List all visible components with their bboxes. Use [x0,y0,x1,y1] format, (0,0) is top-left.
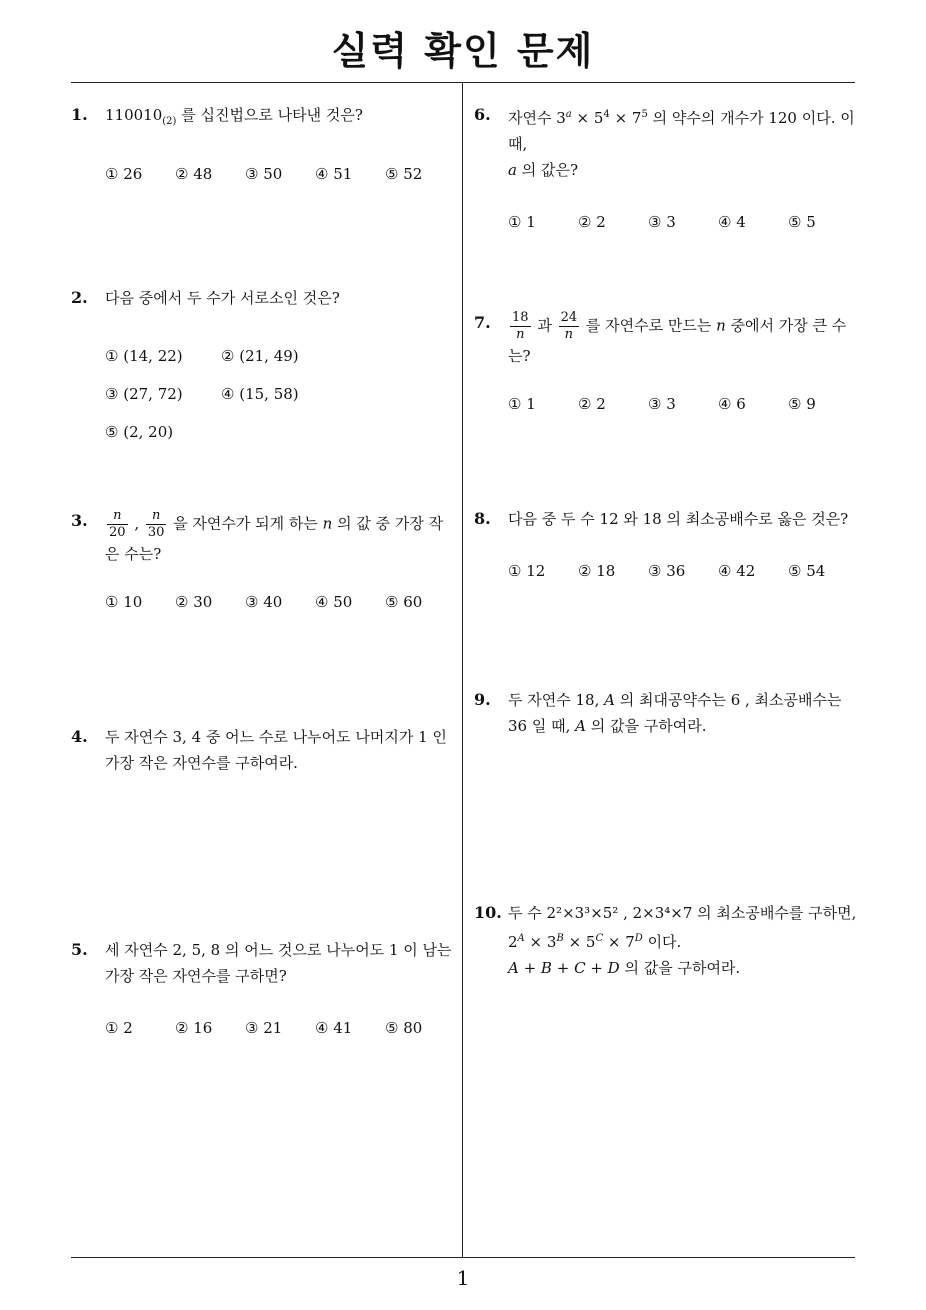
question-4 [71,724,456,776]
choice-1[interactable]: ① (14, 22) [105,347,183,365]
question-stem: 두 수 2²×3³×5² , 2×3⁴×7 의 최소공배수를 구하면, $2^A \times 3^B \times 5^C \times 7^D$ 이다. A + B + C + D 의 값을 구하여라. [508,904,857,977]
choice-2[interactable]: ② 16 [175,1019,213,1037]
top-rule [71,82,855,83]
question-number: 2. [71,288,88,307]
choice-5[interactable]: ⑤ 54 [788,562,826,580]
question-stem: $\frac{n}{20}$ , $\frac{n}{30}$ 을 자연수가 되게 하는 n 의 값 중 가장 작은 수는? [105,508,444,563]
page-number: 1 [456,1266,470,1290]
choice-3[interactable]: ③ 21 [245,1019,283,1037]
answer-choices [105,589,456,615]
page-title: 실력 확인 문제 [331,29,595,73]
column-divider [462,83,463,1257]
question-stem: 두 자연수 3, 4 중 어느 수로 나누어도 나머지가 1 인 가장 작은 자연수를 구하여라. [105,728,447,772]
choice-2[interactable]: ② 2 [578,213,606,231]
choice-5[interactable]: ⑤ 9 [788,395,816,413]
question-9 [474,687,859,739]
choice-1[interactable]: ① 26 [105,165,143,183]
choice-4[interactable]: ④ 42 [718,562,756,580]
question-number: 7. [474,313,491,332]
question-number: 4. [71,727,88,746]
question-number: 5. [71,940,88,959]
question-number: 8. [474,509,491,528]
answer-choices [105,343,445,457]
choice-3[interactable]: ③ 36 [648,562,686,580]
question-stem: 자연수 $3^a \times 5^4 \times 7^5$ 의 약수의 개수가 120 이다. 이때, a 의 값은? [508,109,855,179]
question-6 [474,102,859,235]
choice-4[interactable]: ④ 4 [718,213,746,231]
answer-choices [508,391,859,417]
question-7 [474,310,859,417]
choice-3[interactable]: ③ 40 [245,593,283,611]
fraction: $\frac{n}{20}$ [109,508,126,540]
choice-3[interactable]: ③ 3 [648,213,676,231]
answer-choices [508,558,859,584]
question-number: 3. [71,511,88,530]
choice-1[interactable]: ① 1 [508,213,536,231]
question-number: 6. [474,105,491,124]
choice-5[interactable]: ⑤ 5 [788,213,816,231]
question-2 [71,285,456,457]
question-3 [71,508,456,615]
choice-2[interactable]: ② 48 [175,165,213,183]
choice-4[interactable]: ④ 41 [315,1019,353,1037]
choice-5[interactable]: ⑤ 60 [385,593,423,611]
choice-2[interactable]: ② (21, 49) [221,347,299,365]
bottom-rule [71,1257,855,1258]
choice-5[interactable]: ⑤ 52 [385,165,423,183]
question-10 [474,900,859,981]
answer-choices [508,209,859,235]
choice-1[interactable]: ① 10 [105,593,143,611]
choice-4[interactable]: ④ 51 [315,165,353,183]
choice-1[interactable]: ① 2 [105,1019,133,1037]
choice-5[interactable]: ⑤ 80 [385,1019,423,1037]
choice-3[interactable]: ③ (27, 72) [105,385,183,403]
choice-3[interactable]: ③ 3 [648,395,676,413]
choice-4[interactable]: ④ 6 [718,395,746,413]
fraction: $\frac{18}{n}$ [512,310,529,342]
answer-choices [105,161,456,187]
question-stem: 두 자연수 18, A 의 최대공약수는 6 , 최소공배수는 36 일 때, A 의 값을 구하여라. [508,691,842,735]
choice-4[interactable]: ④ 50 [315,593,353,611]
question-stem: $\frac{18}{n}$ 과 $\frac{24}{n}$ 를 자연수로 만드는 n 중에서 가장 큰 수는? [508,310,847,365]
question-5 [71,937,456,1041]
choice-2[interactable]: ② 2 [578,395,606,413]
choice-1[interactable]: ① 12 [508,562,546,580]
question-stem: 다음 중 두 수 12 와 18 의 최소공배수로 옳은 것은? [508,510,849,528]
question-stem: 세 자연수 2, 5, 8 의 어느 것으로 나누어도 1 이 남는 가장 작은 자연수를 구하면? [105,941,452,985]
question-stem: $110010_{(2)}$ 를 십진법으로 나타낸 것은? [105,106,363,127]
fraction: $\frac{24}{n}$ [560,310,578,342]
choice-2[interactable]: ② 30 [175,593,213,611]
choice-3[interactable]: ③ 50 [245,165,283,183]
question-stem: 다음 중에서 두 수가 서로소인 것은? [105,289,340,307]
choice-5[interactable]: ⑤ (2, 20) [105,423,174,441]
question-8 [474,506,859,584]
question-number: 9. [474,690,491,709]
choice-1[interactable]: ① 1 [508,395,536,413]
question-number: 1. [71,105,88,124]
question-number: 10. [474,903,502,922]
fraction: $\frac{n}{30}$ [147,508,165,540]
choice-2[interactable]: ② 18 [578,562,616,580]
choice-4[interactable]: ④ (15, 58) [221,385,299,403]
answer-choices [105,1015,456,1041]
question-1 [71,102,456,187]
